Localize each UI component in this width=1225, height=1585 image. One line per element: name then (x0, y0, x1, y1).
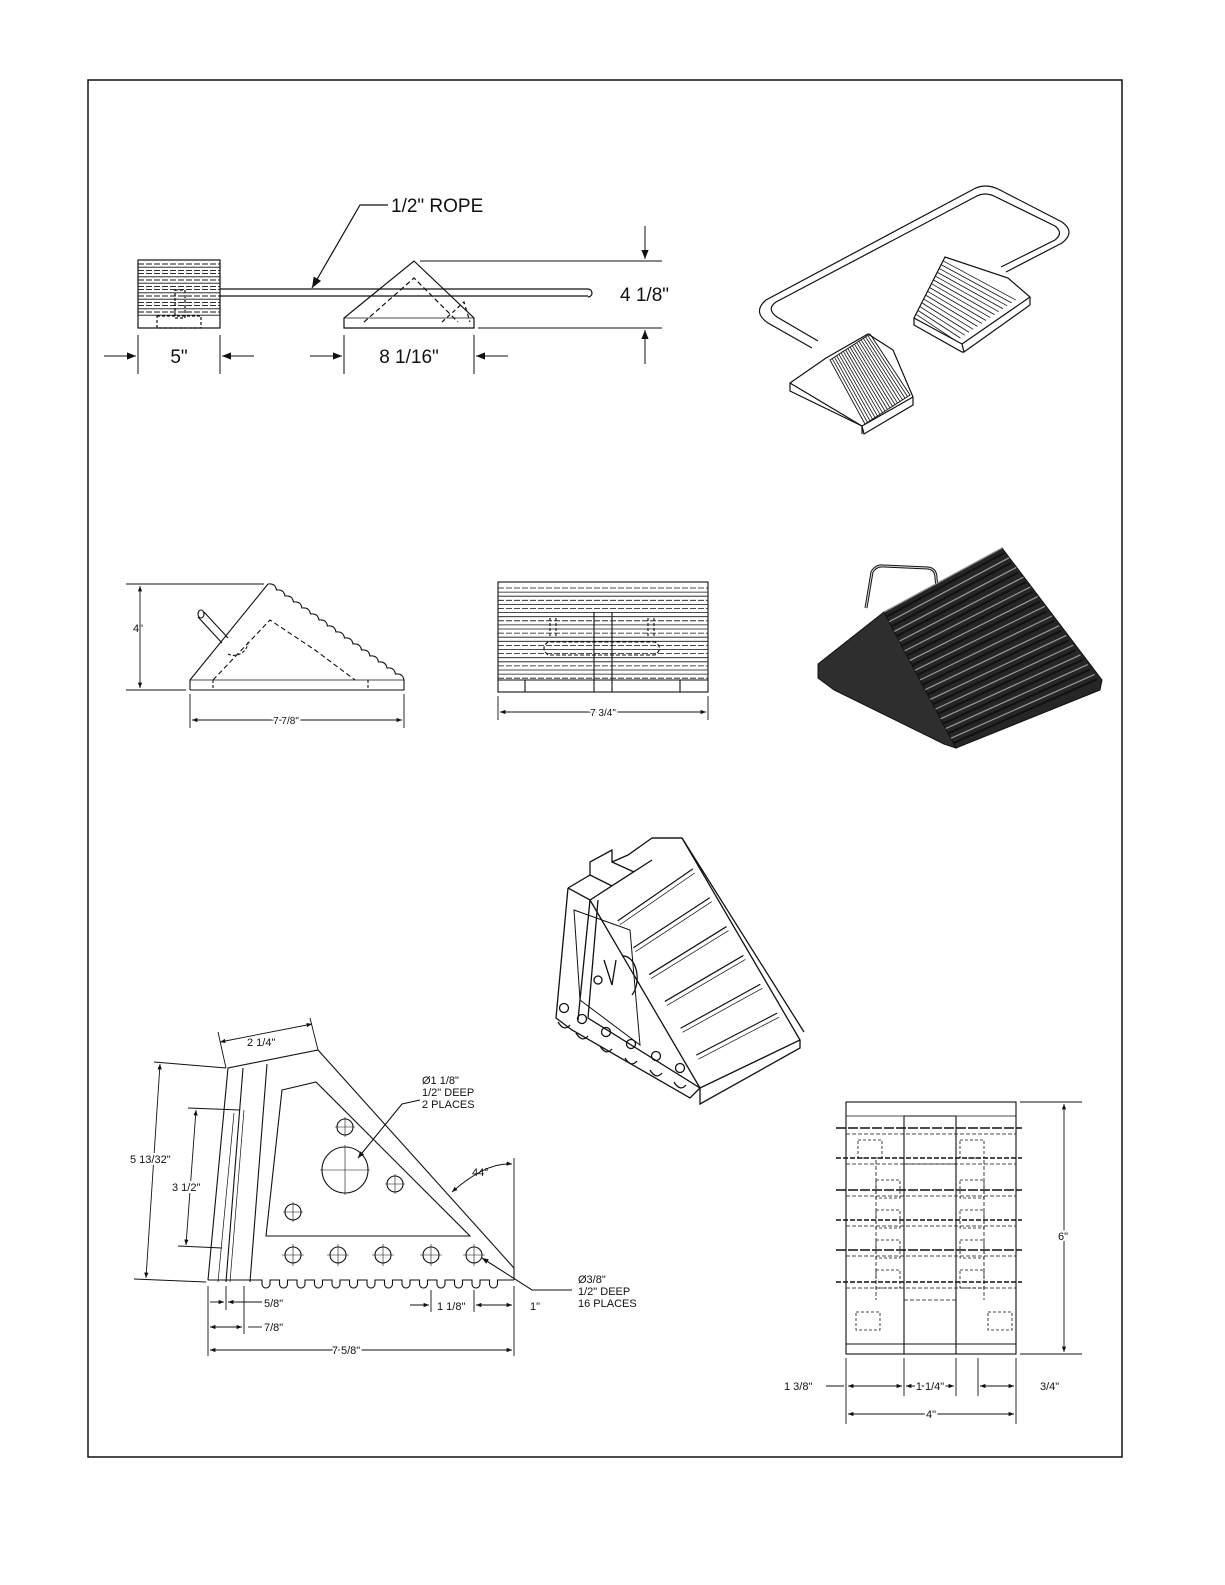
view-pair-side (138, 205, 592, 328)
dim-height-v1-label: 4 1/8" (620, 285, 670, 306)
hidden-pocket (960, 1240, 984, 1258)
dim-width-v1-label: 5" (170, 347, 188, 368)
hole-small-callout-1: Ø3/8" (578, 1274, 606, 1286)
view-end-hidden (836, 1102, 1022, 1354)
hatch-line (649, 927, 726, 975)
hatch-line (665, 955, 744, 1001)
dim-seven-eighths-label: 7/8" (264, 1322, 284, 1334)
bump-mark (558, 1022, 570, 1028)
bump-mark (650, 1070, 662, 1076)
hatch-line (696, 1013, 777, 1055)
hidden-pocket (876, 1270, 900, 1288)
hidden-pocket (960, 1270, 984, 1288)
dim-center-v5-label: 1 1/4" (915, 1381, 945, 1393)
rope-leader (312, 205, 388, 288)
iso-pair-with-rope (759, 186, 1069, 434)
dim-end-offset-label: 1" (530, 1301, 541, 1313)
hatch-line (933, 280, 994, 315)
hatch-line (635, 902, 711, 952)
dim-length-v4-label: 7 5/8" (331, 1345, 361, 1357)
hole-mark (676, 1064, 685, 1073)
dim-width-v3-label: 7 3/4" (590, 708, 616, 719)
dim-overall-height-v4 (134, 1062, 226, 1282)
dim-five-eighths-label: 5/8" (264, 1298, 284, 1310)
dim-height-v5 (1020, 1102, 1082, 1354)
hatch-line (930, 288, 987, 321)
hole-mark (560, 1004, 569, 1013)
hatch-line (928, 291, 982, 323)
sheet-border (88, 80, 1122, 1457)
dim-hole-pitch-label: 1 1/8" (437, 1301, 466, 1313)
hidden-pocket (988, 1312, 1012, 1330)
hatch-line (698, 1017, 779, 1059)
hidden-pocket (960, 1140, 984, 1158)
dim-angle-v4-label: 44° (472, 1167, 489, 1179)
hatch-line (943, 261, 1016, 300)
hole-small-callout-3: 16 PLACES (578, 1298, 637, 1310)
hidden-pocket (960, 1180, 984, 1198)
view-detailed-side (208, 1050, 572, 1290)
hole-mark (652, 1052, 661, 1061)
hole-small-callout-2: 1/2" DEEP (578, 1286, 631, 1298)
rope-label: 1/2" ROPE (391, 196, 484, 217)
dim-right-v5-label: 3/4" (1040, 1381, 1060, 1393)
hole-mark (627, 1040, 636, 1049)
dim-overall-height-v4-label: 5 13/32" (130, 1154, 171, 1166)
hatch-line (633, 898, 709, 948)
view-front-ribbed (498, 582, 708, 692)
dim-height-v5-label: 6" (1058, 1231, 1069, 1243)
dim-width-v5-label: 4" (925, 1409, 937, 1421)
hatch-line (683, 988, 763, 1032)
dim-small-v4 (208, 1286, 514, 1356)
iso-dark-wedge (818, 548, 1102, 748)
hatch-line (618, 869, 693, 921)
dim-height-v2-label: 4" (133, 623, 144, 635)
side-view-wedge (344, 261, 474, 328)
hatch-line (918, 310, 961, 338)
dim-inner-height-v4-label: 3 1/2" (172, 1182, 201, 1194)
dim-length-v2-label: 7 7/8" (273, 716, 299, 727)
view-side-wedge (190, 584, 404, 690)
bump-mark (674, 1082, 686, 1088)
hidden-pocket (876, 1180, 900, 1198)
hole-mark (578, 1015, 587, 1024)
hole-large-callout-2: 1/2" DEEP (422, 1087, 475, 1099)
hatch-line (681, 984, 761, 1028)
dim-top-v4-label: 2 1/4" (247, 1037, 276, 1049)
hidden-pocket (856, 1312, 880, 1330)
dim-length-v1-label: 8 1/16" (379, 347, 439, 368)
hidden-pocket (858, 1140, 882, 1158)
hatch-line (941, 265, 1011, 303)
iso-lineart-wedge (556, 838, 804, 1104)
end-view-block (138, 260, 220, 328)
bump-mark (625, 1058, 637, 1064)
dim-left-v5-label: 1 3/8" (784, 1381, 813, 1393)
hole-large-callout-3: 2 PLACES (422, 1099, 475, 1111)
hatch-line (620, 873, 695, 925)
hidden-pocket (876, 1210, 900, 1228)
hidden-pocket (876, 1240, 900, 1258)
hatch-line (931, 284, 990, 318)
hidden-pocket (960, 1210, 984, 1228)
hole-large-callout-1: Ø1 1/8" (422, 1075, 459, 1087)
